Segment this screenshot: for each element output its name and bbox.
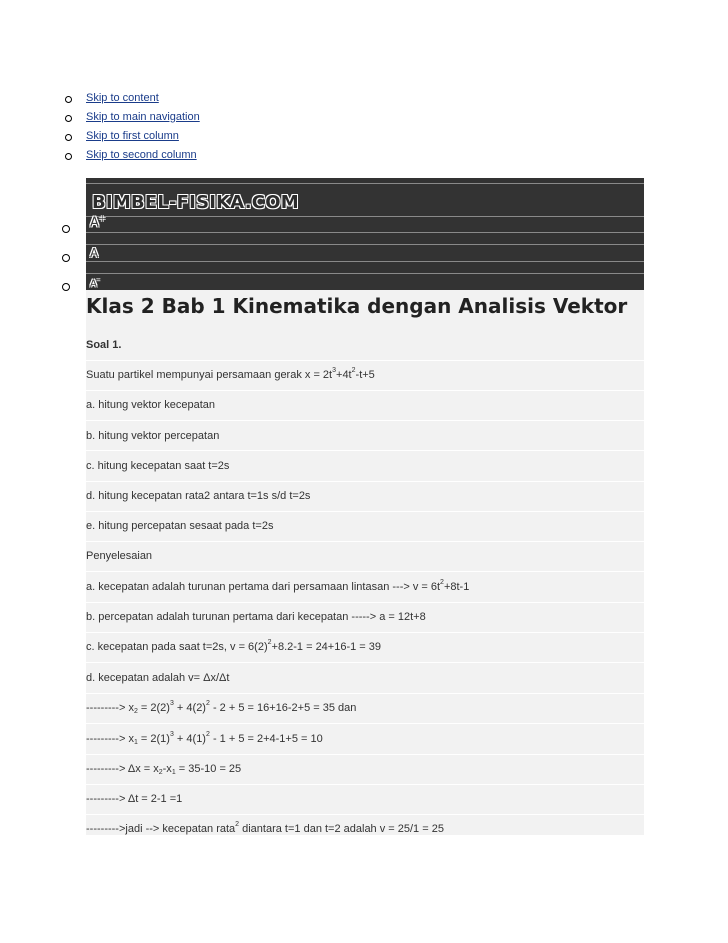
question-a: a. hitung vektor kecepatan bbox=[86, 399, 216, 411]
paragraph-divider bbox=[86, 662, 644, 663]
question-d: d. hitung kecepatan rata2 antara t=1s s/d t=2s bbox=[86, 490, 311, 502]
skip-to-first-column-link[interactable]: Skip to first column bbox=[86, 130, 179, 142]
header-divider bbox=[86, 244, 644, 245]
answer-a: a. kecepatan adalah turunan pertama dari persamaan lintasan ---> $v = 6t^2+8t-1$ bbox=[86, 579, 470, 593]
paragraph-divider bbox=[86, 571, 644, 572]
skip-link-item bbox=[60, 147, 200, 166]
skip-to-main-navigation-link[interactable]: Skip to main navigation bbox=[86, 111, 200, 123]
paragraph-divider bbox=[86, 420, 644, 421]
font-size-decrease-button[interactable]: A- bbox=[90, 275, 100, 290]
font-size-increase-button[interactable]: A+ bbox=[90, 214, 106, 231]
paragraph-divider bbox=[86, 723, 644, 724]
paragraph-divider bbox=[86, 784, 644, 785]
skip-link-item bbox=[60, 109, 200, 128]
article-title: Klas 2 Bab 1 Kinematika dengan Analisis Vektor bbox=[86, 294, 628, 318]
skip-to-second-column-link[interactable]: Skip to second column bbox=[86, 149, 197, 161]
skip-link-item bbox=[60, 128, 200, 147]
paragraph-divider bbox=[86, 632, 644, 633]
skip-to-content-link[interactable]: Skip to content bbox=[86, 92, 159, 104]
font-size-reset-button[interactable]: A bbox=[90, 246, 99, 260]
penyelesaian-heading: Penyelesaian bbox=[86, 550, 153, 562]
list-bullet bbox=[62, 283, 70, 291]
question-c: c. hitung kecepatan saat t=2s bbox=[86, 460, 230, 472]
soal-heading: Soal 1. bbox=[86, 339, 122, 351]
paragraph-divider bbox=[86, 450, 644, 451]
step-x1: ---------> $x_1 = 2(1)^3 + 4(1)^2 - 1 + 5 = 2+4-1+5 = 10$ bbox=[86, 731, 323, 746]
equation-of-motion: Suatu partikel mempunyai persamaan gerak $x = 2t^3+4t^2-t+5$ bbox=[86, 367, 375, 381]
question-e: e. hitung percepatan sesaat pada t=2s bbox=[86, 520, 274, 532]
paragraph-divider bbox=[86, 754, 644, 755]
skip-links bbox=[60, 90, 200, 166]
skip-link-item bbox=[60, 90, 200, 109]
answer-d: d. kecepatan adalah v= Δx/Δt bbox=[86, 672, 230, 684]
header-divider bbox=[86, 273, 644, 274]
site-header bbox=[86, 178, 644, 290]
answer-c: c. kecepatan pada saat t=2s, $v = 6(2)^2+8.2-1 = 24+16-1 = 39$ bbox=[86, 639, 382, 653]
paragraph-divider bbox=[86, 602, 644, 603]
paragraph-divider bbox=[86, 541, 644, 542]
list-bullet bbox=[62, 225, 70, 233]
step-conclusion: --------->jadi --> kecepatan rata$^2$ diantara t=1 dan t=2 adalah v = 25/1 = 25 bbox=[86, 821, 444, 835]
paragraph-divider bbox=[86, 390, 644, 391]
header-divider bbox=[86, 261, 644, 262]
paragraph-divider bbox=[86, 360, 644, 361]
paragraph-divider bbox=[86, 814, 644, 815]
question-b: b. hitung vektor percepatan bbox=[86, 430, 220, 442]
list-bullet bbox=[62, 254, 70, 262]
step-delta-x: ---------> $\Delta x = x_2-x_1 = 35-10 = 25$ bbox=[86, 763, 242, 776]
header-divider bbox=[86, 232, 644, 233]
answer-b: b. percepatan adalah turunan pertama dari kecepatan -----> a = 12t+8 bbox=[86, 611, 426, 623]
step-delta-t: ---------> Δt = 2-1 =1 bbox=[86, 793, 183, 805]
site-logo-link[interactable]: BIMBEL-FISIKA.COM bbox=[92, 192, 299, 213]
header-divider bbox=[86, 216, 644, 217]
article-content bbox=[86, 290, 644, 835]
paragraph-divider bbox=[86, 481, 644, 482]
paragraph-divider bbox=[86, 693, 644, 694]
paragraph-divider bbox=[86, 511, 644, 512]
step-x2: ---------> $x_2 = 2(2)^3 + 4(2)^2 - 2 + 5 = 16+16-2+5 = 35$ dan bbox=[86, 700, 357, 715]
header-divider bbox=[86, 183, 644, 184]
